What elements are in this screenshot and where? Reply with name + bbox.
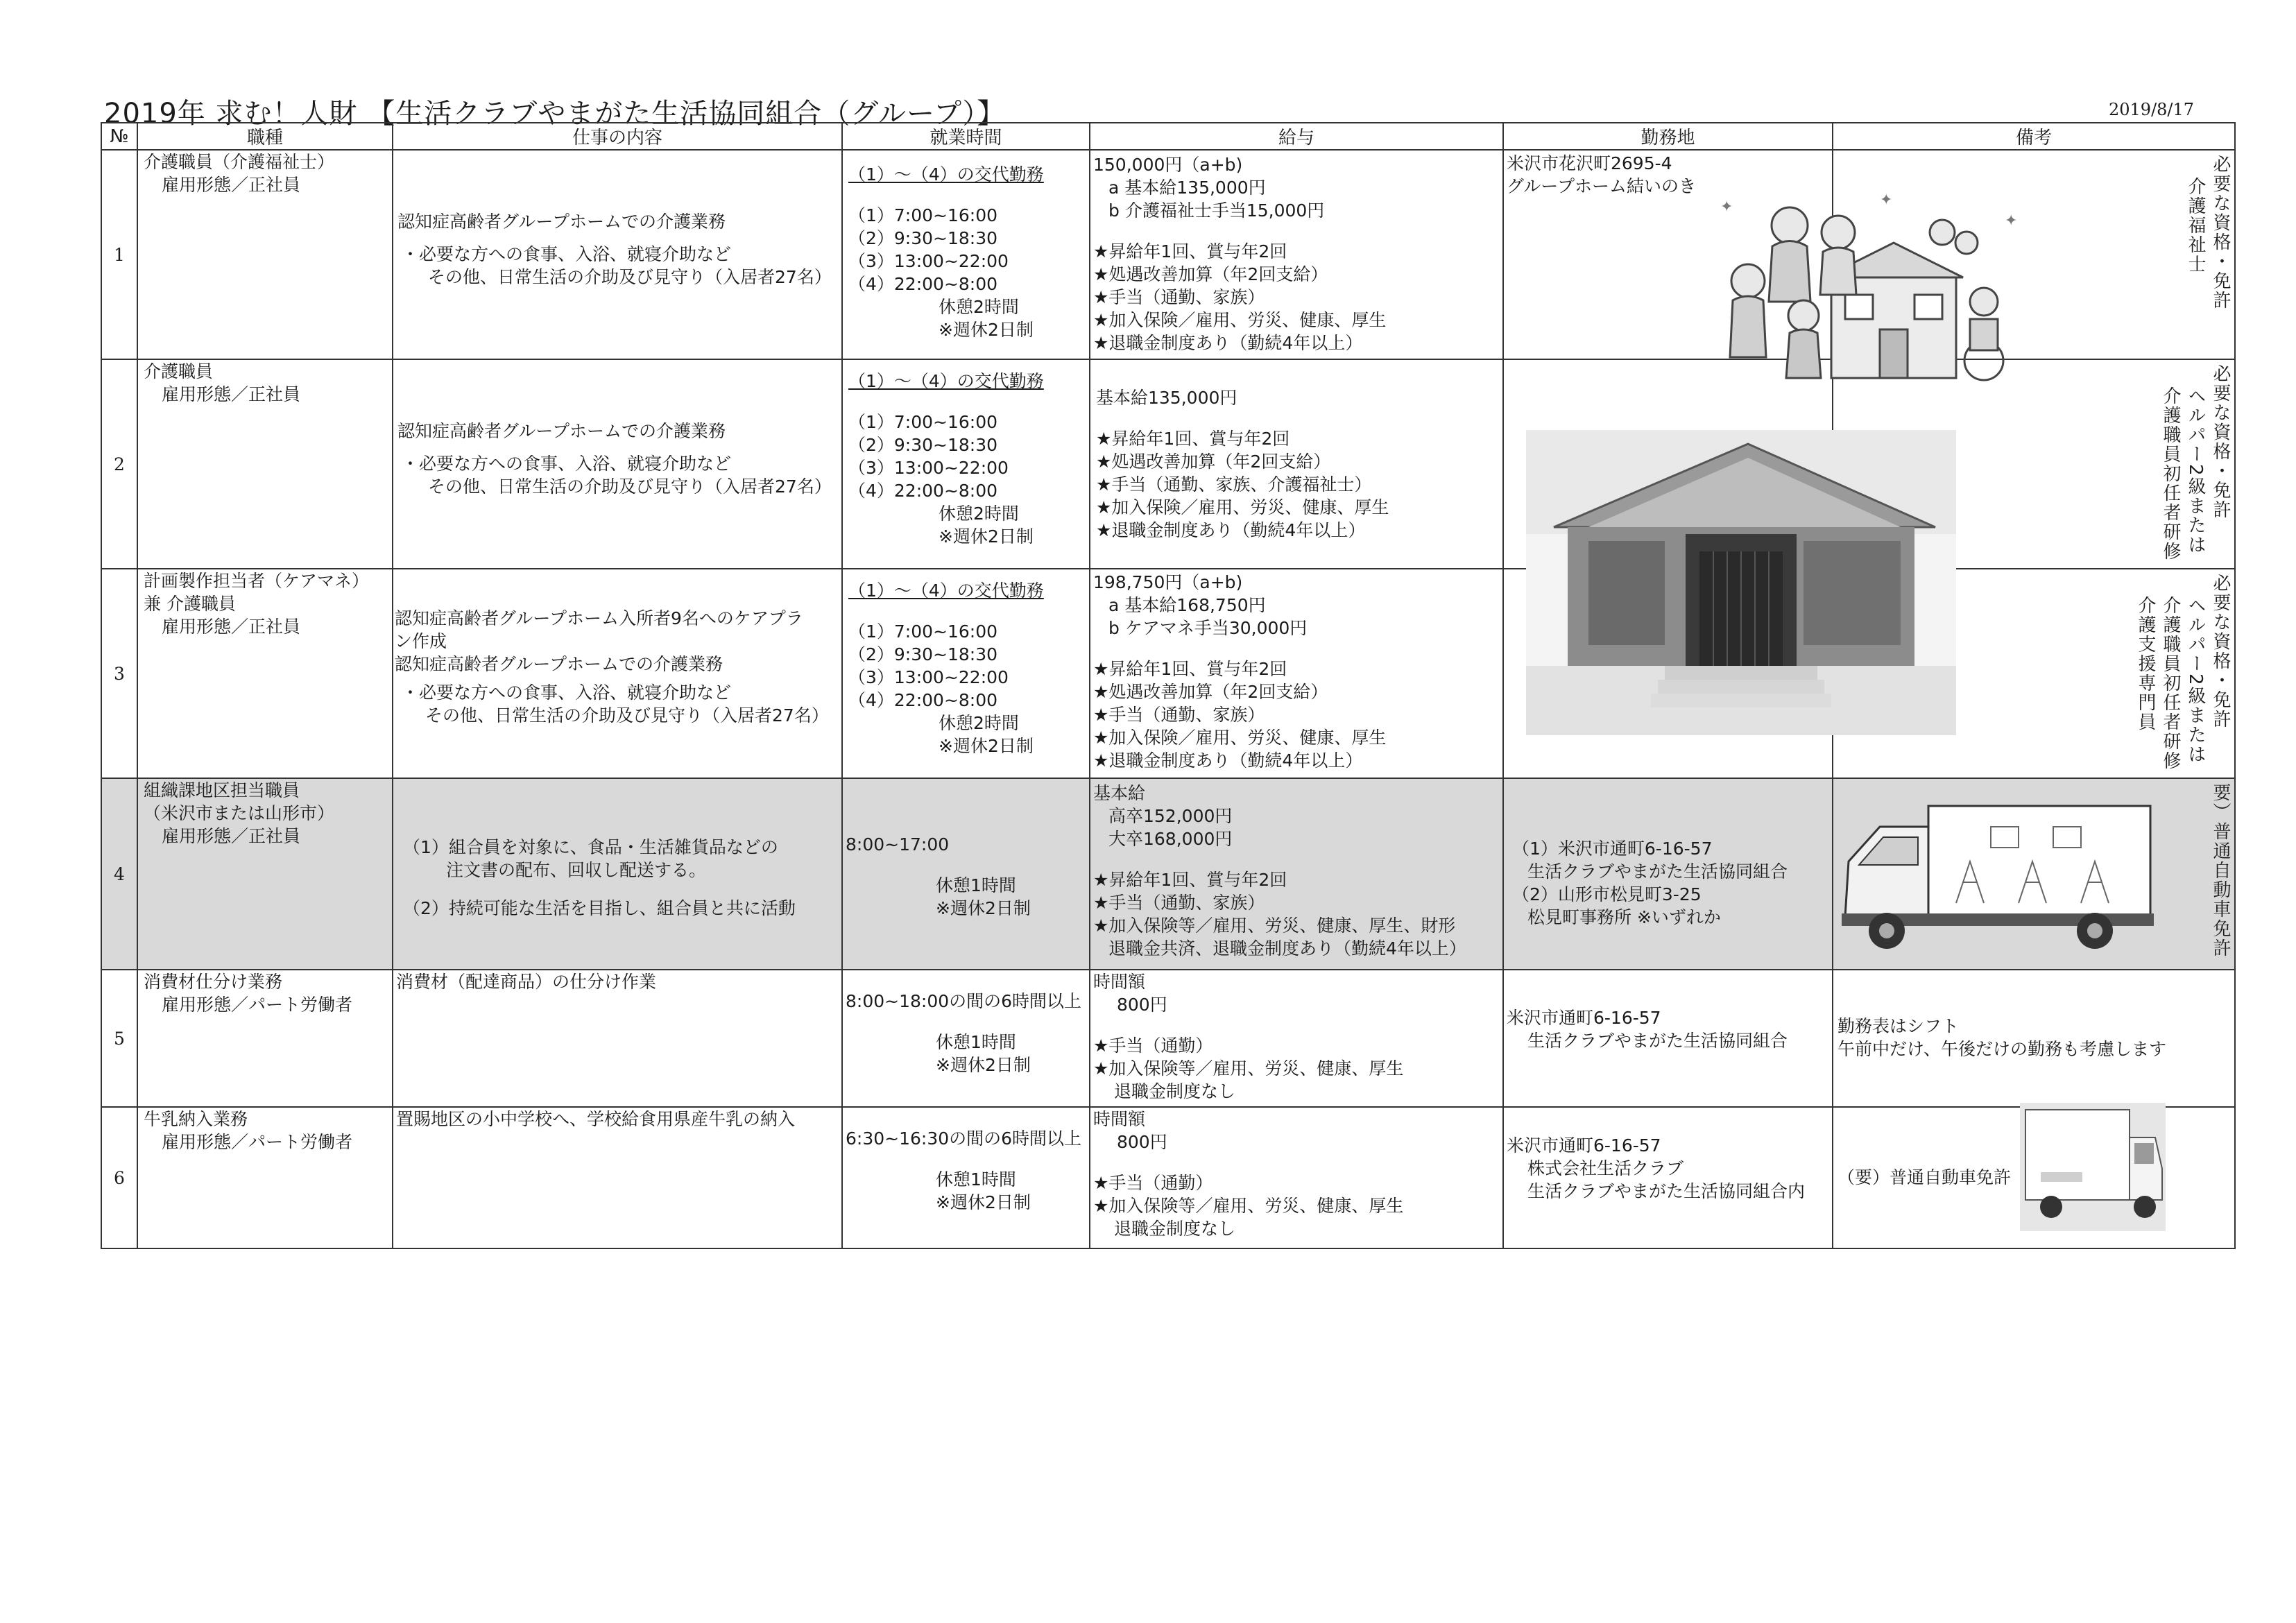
salary-line: ★昇給年1回、賞与年2回 xyxy=(1096,429,1290,449)
salary-line: ★昇給年1回、賞与年2回 xyxy=(1093,659,1287,679)
days-off: ※週休2日制 xyxy=(939,526,1034,547)
shift-line: （2）9:30~18:30 xyxy=(848,228,998,248)
row-number: 5 xyxy=(101,970,137,1107)
location-line: （1）米沢市通町6-16-57 xyxy=(1512,839,1713,859)
work-line: ン作成 xyxy=(395,631,447,651)
notes-vertical: 要）普通自動車免許 xyxy=(2210,783,2231,958)
hours-cell xyxy=(842,1107,1090,1248)
work-line: 認知症高齢者グループホーム入所者9名へのケアプラ xyxy=(395,608,803,628)
salary-line: 高卒152,000円 xyxy=(1108,806,1233,826)
header-hours: 就業時間 xyxy=(842,123,1090,150)
work-line: ・必要な方への食事、入浴、就寝介助など xyxy=(402,244,732,264)
salary-line: 退職金制度なし xyxy=(1114,1219,1236,1239)
job-title: 組織課地区担当職員 xyxy=(144,780,300,800)
delivery-truck-illustration xyxy=(1838,799,2157,955)
salary-line: 退職金共済、退職金制度あり（勤続4年以上） xyxy=(1108,938,1466,959)
shift-line: 8:00~17:00 xyxy=(846,834,950,855)
salary-line: 基本給 xyxy=(1093,783,1146,803)
salary-cell xyxy=(1090,359,1503,569)
notes-vertical: 介護職員初任者研修 xyxy=(2160,596,2181,771)
salary-line: ★加入保険／雇用、労災、健康、厚生 xyxy=(1093,728,1387,748)
salary-line: 時間額 xyxy=(1093,972,1146,992)
svg-text:✦: ✦ xyxy=(1720,198,1733,216)
job-title-secondary: 兼 介護職員 xyxy=(144,594,236,614)
salary-line: ★退職金制度あり（勤続4年以上） xyxy=(1093,333,1363,353)
salary-line: ★加入保険／雇用、労災、健康、厚生 xyxy=(1096,497,1389,517)
shift-line: （2）9:30~18:30 xyxy=(848,644,998,664)
salary-cell xyxy=(1090,1107,1503,1248)
shift-line: 8:00~18:00の間の6時間以上 xyxy=(846,991,1082,1011)
salary-line: ★手当（通勤） xyxy=(1093,1036,1213,1056)
work-line: 注文書の配布、回収し配送する。 xyxy=(446,860,707,880)
employment-type: 雇用形態／正社員 xyxy=(162,384,301,404)
notes-cell xyxy=(1833,970,2235,1107)
days-off: ※週休2日制 xyxy=(939,736,1034,756)
location-line: 生活クラブやまがた生活協同組合 xyxy=(1527,861,1788,882)
shift-heading: （1）～（4）の交代勤務 xyxy=(848,581,1044,601)
location-cell xyxy=(1503,1107,1833,1248)
hours-cell xyxy=(842,569,1090,778)
salary-line: ★手当（通勤、家族、介護福祉士） xyxy=(1096,474,1372,495)
work-line: （2）持続可能な生活を目指し、組合員と共に活動 xyxy=(403,898,796,918)
break-time: 休憩1時間 xyxy=(936,1169,1016,1190)
work-line: 認知症高齢者グループホームでの介護業務 xyxy=(397,421,726,441)
row-number: 4 xyxy=(101,778,137,970)
salary-line: ★手当（通勤、家族） xyxy=(1093,705,1265,725)
salary-line: b ケアマネ手当30,000円 xyxy=(1108,618,1308,638)
location-line: 生活クラブやまがた生活協同組合 xyxy=(1527,1031,1788,1051)
svg-text:✦: ✦ xyxy=(1880,191,1893,209)
milk-truck-photo xyxy=(2020,1103,2166,1231)
shift-line: （3）13:00~22:00 xyxy=(848,251,1009,271)
shift-line: 6:30~16:30の間の6時間以上 xyxy=(846,1128,1082,1149)
salary-cell xyxy=(1090,150,1503,359)
location-line: （2）山形市松見町3-25 xyxy=(1512,884,1702,904)
salary-line: ★手当（通勤、家族） xyxy=(1093,287,1265,307)
work-line: 認知症高齢者グループホームでの介護業務 xyxy=(395,654,723,674)
shift-line: （3）13:00~22:00 xyxy=(848,667,1009,687)
shift-line: （2）9:30~18:30 xyxy=(848,435,998,455)
work-description-cell xyxy=(393,1107,842,1248)
location-cell xyxy=(1503,970,1833,1107)
notes-line: 勤務表はシフト xyxy=(1837,1016,1960,1036)
break-time: 休憩2時間 xyxy=(939,713,1019,733)
salary-line: a 基本給135,000円 xyxy=(1108,178,1266,198)
hours-cell xyxy=(842,359,1090,569)
hours-cell xyxy=(842,970,1090,1107)
work-line: 置賜地区の小中学校へ、学校給食用県産牛乳の納入 xyxy=(396,1109,796,1129)
header-row xyxy=(101,123,2235,150)
work-description-cell xyxy=(393,359,842,569)
break-time: 休憩1時間 xyxy=(936,1032,1016,1052)
salary-line: 大卒168,000円 xyxy=(1108,829,1233,849)
job-title: 消費材仕分け業務 xyxy=(144,972,283,992)
employment-type: 雇用形態／パート労働者 xyxy=(162,995,353,1015)
work-description-cell xyxy=(393,569,842,778)
salary-line: ★加入保険等／雇用、労災、健康、厚生、財形 xyxy=(1093,916,1456,936)
work-line: その他、日常生活の介助及び見守り（入居者27名） xyxy=(425,705,829,725)
shift-line: （1）7:00~16:00 xyxy=(848,205,998,225)
notes-line: 午前中だけ、午後だけの勤務も考慮します xyxy=(1837,1039,2167,1059)
job-title-cell xyxy=(137,150,393,359)
work-line: ・必要な方への食事、入浴、就寝介助など xyxy=(402,682,732,703)
shift-line: （4）22:00~8:00 xyxy=(848,274,998,294)
row-number: 2 xyxy=(101,359,137,569)
days-off: ※週休2日制 xyxy=(936,1055,1031,1075)
salary-line: 800円 xyxy=(1117,995,1167,1015)
salary-line: ★加入保険等／雇用、労災、健康、厚生 xyxy=(1093,1058,1404,1079)
employment-type: 雇用形態／パート労働者 xyxy=(162,1132,353,1152)
shift-line: （4）22:00~8:00 xyxy=(848,690,998,710)
notes-vertical: 介護職員初任者研修 xyxy=(2160,386,2181,561)
notes-vertical: ヘルパー2級または xyxy=(2185,386,2206,555)
location-line: 株式会社生活クラブ xyxy=(1527,1158,1684,1178)
salary-line: ★手当（通勤） xyxy=(1093,1173,1213,1193)
salary-line: b 介護福祉士手当15,000円 xyxy=(1108,200,1325,221)
salary-cell xyxy=(1090,970,1503,1107)
work-line: その他、日常生活の介助及び見守り（入居者27名） xyxy=(428,476,832,497)
days-off: ※週休2日制 xyxy=(939,320,1034,340)
header-no: № xyxy=(101,123,137,150)
work-line: その他、日常生活の介助及び見守り（入居者27名） xyxy=(428,267,832,287)
job-title-cell xyxy=(137,359,393,569)
notes-line: （要）普通自動車免許 xyxy=(1837,1167,2012,1187)
salary-line: ★処遇改善加算（年2回支給） xyxy=(1096,452,1331,472)
break-time: 休憩2時間 xyxy=(939,504,1019,524)
break-time: 休憩2時間 xyxy=(939,297,1019,317)
header-notes: 備考 xyxy=(1833,123,2235,150)
salary-line: ★昇給年1回、賞与年2回 xyxy=(1093,241,1287,261)
salary-line: ★加入保険等／雇用、労災、健康、厚生 xyxy=(1093,1196,1404,1216)
employment-type: 雇用形態／正社員 xyxy=(162,617,301,637)
shift-line: （3）13:00~22:00 xyxy=(848,458,1009,478)
salary-line: ★手当（通勤、家族） xyxy=(1093,893,1265,913)
notes-vertical: 必要な資格・免許 xyxy=(2210,364,2231,519)
salary-line: ★昇給年1回、賞与年2回 xyxy=(1093,870,1287,890)
work-description-cell xyxy=(393,970,842,1107)
row-number: 1 xyxy=(101,150,137,359)
location-line: グループホーム結いのき xyxy=(1507,176,1697,196)
salary-line: 時間額 xyxy=(1093,1109,1146,1129)
location-line: 松見町事務所 ※いずれか xyxy=(1527,907,1721,927)
shift-line: （4）22:00~8:00 xyxy=(848,481,998,501)
job-title-cell xyxy=(137,1107,393,1248)
location-cell xyxy=(1503,778,1833,970)
shift-heading: （1）～（4）の交代勤務 xyxy=(848,164,1044,184)
shift-line: （1）7:00~16:00 xyxy=(848,412,998,432)
group-home-building-photo xyxy=(1526,430,1956,735)
work-description-cell xyxy=(393,150,842,359)
notes-vertical: 必要な資格・免許 xyxy=(2210,155,2231,310)
salary-cell xyxy=(1090,778,1503,970)
job-title: 牛乳納入業務 xyxy=(144,1109,248,1129)
work-description-cell xyxy=(393,778,842,970)
job-title-cell xyxy=(137,569,393,778)
work-line: 認知症高齢者グループホームでの介護業務 xyxy=(397,212,726,232)
location-line: 生活クラブやまがた生活協同組合内 xyxy=(1527,1181,1806,1201)
work-line: 消費材（配達商品）の仕分け作業 xyxy=(396,972,657,992)
shift-line: （1）7:00~16:00 xyxy=(848,621,998,642)
job-title-cell xyxy=(137,778,393,970)
row-number: 3 xyxy=(101,569,137,778)
days-off: ※週休2日制 xyxy=(936,898,1031,918)
salary-line: a 基本給168,750円 xyxy=(1108,595,1266,615)
salary-line: 150,000円（a+b) xyxy=(1093,155,1243,175)
header-salary: 給与 xyxy=(1090,123,1503,150)
notes-vertical: ヘルパー2級または xyxy=(2185,596,2206,764)
job-title: 介護職員（介護福祉士） xyxy=(144,152,335,172)
job-title: 介護職員 xyxy=(144,361,214,381)
break-time: 休憩1時間 xyxy=(936,875,1016,895)
salary-cell xyxy=(1090,569,1503,778)
care-workers-illustration xyxy=(1706,184,2025,392)
salary-line: ★加入保険／雇用、労災、健康、厚生 xyxy=(1093,310,1387,330)
svg-text:✦: ✦ xyxy=(2005,212,2018,230)
salary-line: ★処遇改善加算（年2回支給） xyxy=(1093,264,1328,284)
notes-vertical: 介護福祉士 xyxy=(2185,177,2206,274)
document-date: 2019/8/17 xyxy=(2109,100,2195,119)
salary-line: 198,750円（a+b) xyxy=(1093,572,1243,592)
hours-cell xyxy=(842,150,1090,359)
employment-type: 雇用形態／正社員 xyxy=(162,826,301,846)
days-off: ※週休2日制 xyxy=(936,1192,1031,1212)
salary-line: ★退職金制度あり（勤続4年以上） xyxy=(1093,750,1363,771)
salary-line: 800円 xyxy=(1117,1132,1167,1152)
job-title-cell xyxy=(137,970,393,1107)
hours-cell xyxy=(842,778,1090,970)
header-location: 勤務地 xyxy=(1503,123,1833,150)
table-row xyxy=(101,970,2235,1107)
location-line: 米沢市通町6-16-57 xyxy=(1507,1135,1661,1156)
salary-line: 基本給135,000円 xyxy=(1096,388,1237,408)
page-title: 2019年 求む！人財 【生活クラブやまがた生活協同組合（グループ）】 xyxy=(104,98,1006,130)
job-title: 計画製作担当者（ケアマネ） xyxy=(144,571,370,591)
notes-vertical: 必要な資格・免許 xyxy=(2210,574,2231,729)
salary-line: ★退職金制度あり（勤続4年以上） xyxy=(1096,520,1366,540)
salary-line: 退職金制度なし xyxy=(1114,1081,1236,1101)
header-job: 職種 xyxy=(137,123,393,150)
shift-heading: （1）～（4）の交代勤務 xyxy=(848,371,1044,391)
work-line: （1）組合員を対象に、食品・生活雑貨品などの xyxy=(403,837,778,857)
job-title-secondary: （米沢市または山形市） xyxy=(144,803,335,823)
location-line: 米沢市花沢町2695-4 xyxy=(1507,153,1672,173)
employment-type: 雇用形態／正社員 xyxy=(162,175,301,195)
table-row xyxy=(101,1107,2235,1248)
row-number: 6 xyxy=(101,1107,137,1248)
header-work: 仕事の内容 xyxy=(393,123,842,150)
notes-vertical: 介護支援専門員 xyxy=(2135,596,2156,732)
location-line: 米沢市通町6-16-57 xyxy=(1507,1008,1661,1028)
work-line: ・必要な方への食事、入浴、就寝介助など xyxy=(402,454,732,474)
salary-line: ★処遇改善加算（年2回支給） xyxy=(1093,682,1328,702)
